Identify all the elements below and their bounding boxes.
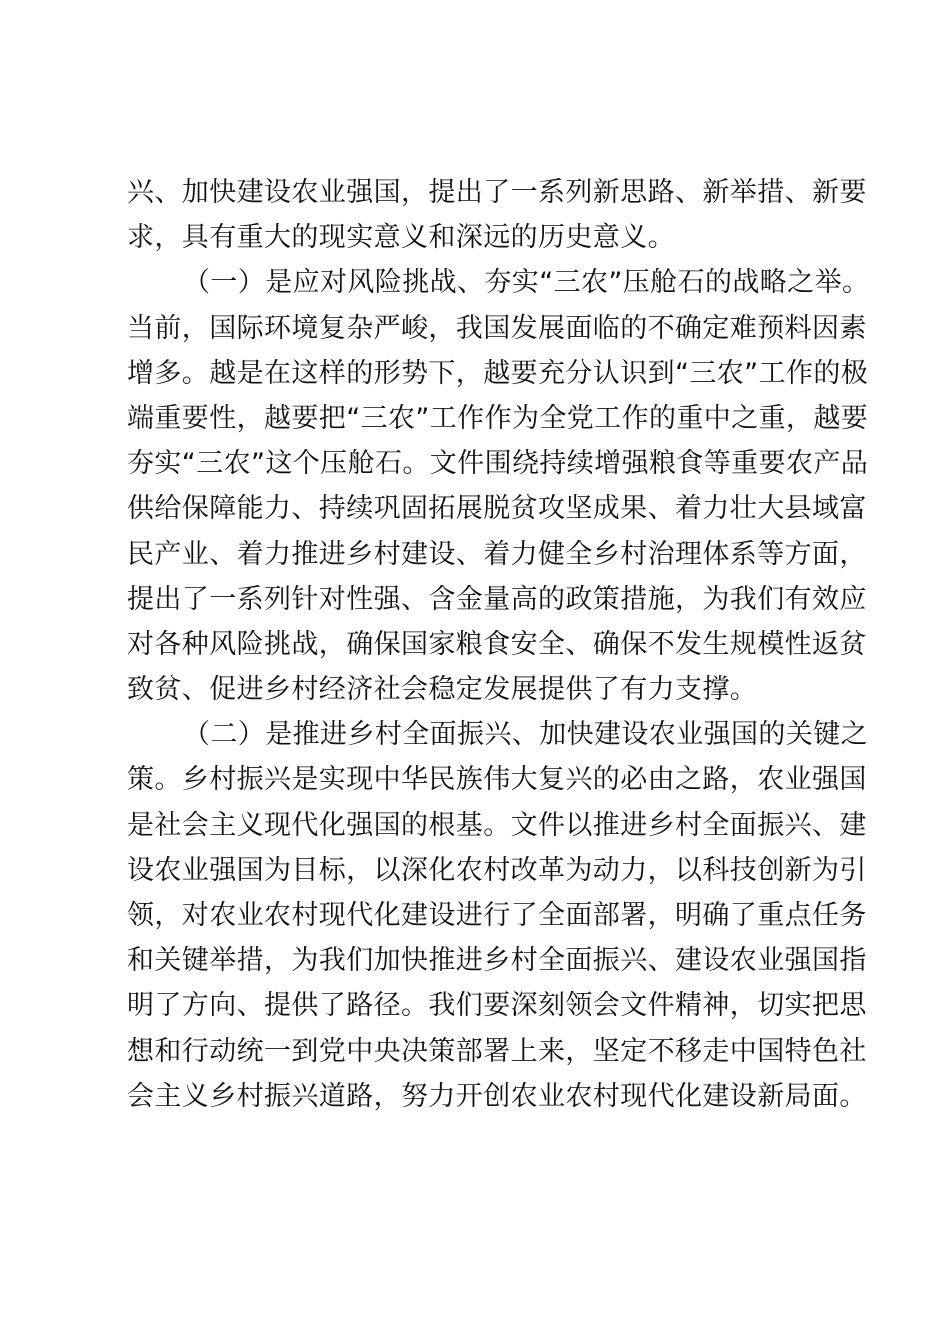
text-line: 夯实“三农”这个压舱石。文件围绕持续增强粮食等重要农产品 (127, 448, 869, 480)
text-line: 增多。越是在这样的形势下，越要充分认识到“三农”工作的极 (127, 357, 869, 389)
text-line: 供给保障能力、持续巩固拓展脱贫攻坚成果、着力壮大县域富 (127, 493, 867, 525)
text-line: 设农业强国为目标，以深化农村改革为动力，以科技创新为引 (127, 854, 867, 886)
text-line: 求，具有重大的现实意义和深远的历史意义。 (127, 222, 675, 254)
text-line: 对各种风险挑战，确保国家粮食安全、确保不发生规模性返贫 (127, 628, 867, 660)
body-text (127, 170, 870, 1119)
text-line: （一）是应对风险挑战、夯实“三农”压舱石的战略之举。 (183, 267, 870, 299)
text-line: 提出了一系列针对性强、含金量高的政策措施，为我们有效应 (127, 583, 867, 615)
text-line: 兴、加快建设农业强国，提出了一系列新思路、新举措、新要 (127, 177, 867, 208)
text-line: 当前，国际环境复杂严峻，我国发展面临的不确定难预料因素 (127, 312, 867, 344)
text-line: 是社会主义现代化强国的根基。文件以推进乡村全面振兴、建 (127, 809, 867, 841)
text-line: 和关键举措，为我们加快推进乡村全面振兴、建设农业强国指 (127, 945, 867, 977)
text-line: 想和行动统一到党中央决策部署上来，坚定不移走中国特色社 (127, 1035, 867, 1067)
text-line: 领，对农业农村现代化建设进行了全面部署，明确了重点任务 (127, 900, 867, 931)
paragraph-section-one (127, 260, 870, 712)
paragraph-section-two (127, 712, 868, 1119)
text-line: 端重要性，越要把“三农”工作作为全党工作的重中之重，越要 (127, 402, 869, 434)
text-line: 致贫、促进乡村经济社会稳定发展提供了有力支撑。 (127, 674, 758, 706)
text-line: 明了方向、提供了路径。我们要深刻领会文件精神，切实把思 (127, 990, 867, 1022)
text-line: （二）是推进乡村全面振兴、加快建设农业强国的关键之 (183, 719, 868, 751)
text-line: 民产业、着力推进乡村建设、着力健全乡村治理体系等方面， (127, 538, 867, 570)
paragraph-continuation (127, 170, 867, 260)
text-line: 策。乡村振兴是实现中华民族伟大复兴的必由之路，农业强国 (127, 764, 867, 796)
text-line: 会主义乡村振兴道路，努力开创农业农村现代化建设新局面。 (127, 1080, 867, 1112)
